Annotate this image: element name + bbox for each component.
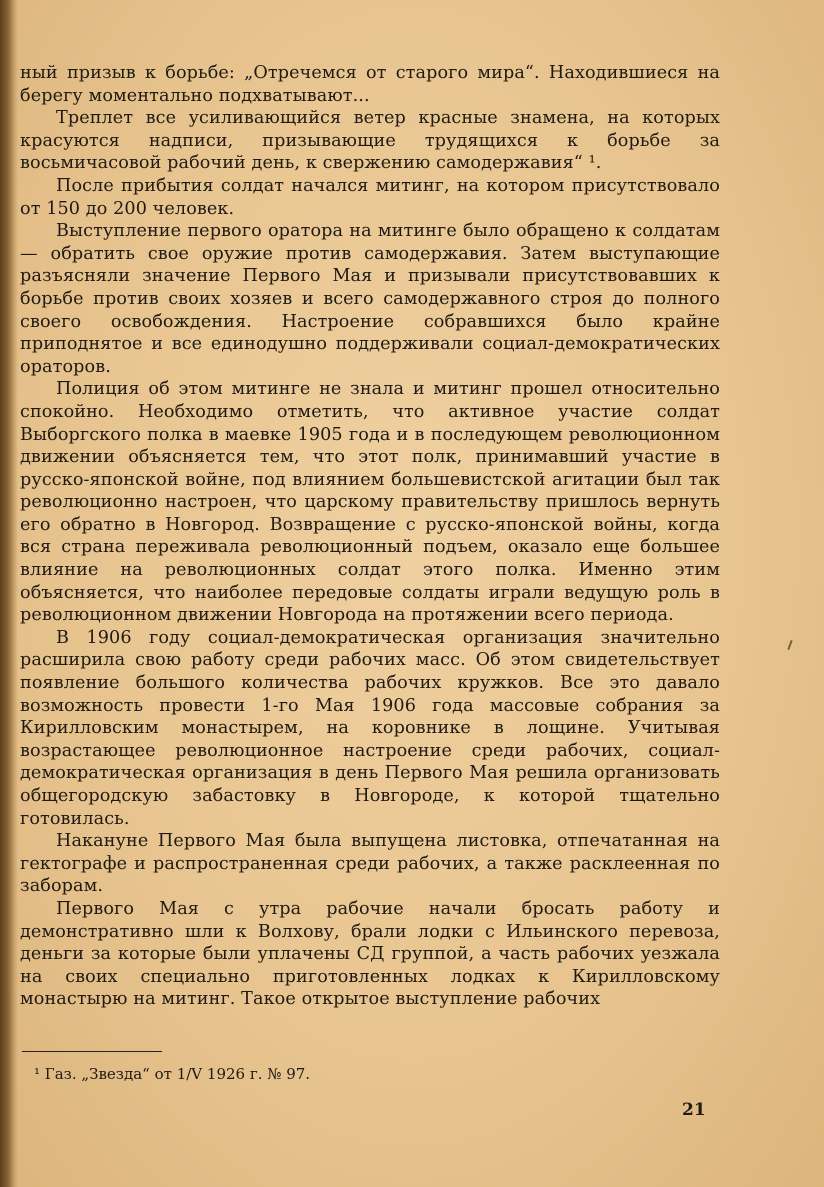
footnote-divider: [22, 1051, 162, 1052]
paragraph-7: Накануне Первого Мая была выпущена листовка, отпечатанная на гектографе и распространенная среди рабочих, а также расклеенная по заборам.: [20, 831, 720, 897]
page-number: 21: [682, 1100, 706, 1120]
paragraph-5: Полиция об этом митинге не знала и митинг прошел относительно спокойно. Необходимо отметить, что активное участие солдат Выборгского полка в маевке 1905 года и в последующем революционном движении объясняется тем, что этот полк, принимавший участие в русско-японской войне, под влиянием большевистской агитации был так революционно настроен, что царскому правительству пришлось вернуть его обратно в Новгород. Возвращение с русско-японской войны, когда вся страна переживала революционный подъем, оказало еще большее влияние на революционных солдат этого полка. Именно этим объясняется, что наиболее передовые солдаты играли ведущую роль в революционном движении Новгорода на протяжении всего периода.: [20, 379, 720, 626]
paragraph-3: После прибытия солдат начался митинг, на котором присутствовало от 150 до 200 человек.: [20, 175, 720, 219]
paper-speck: [787, 640, 792, 650]
paragraph-4: Выступление первого оратора на митинге было обращено к солдатам — обратить свое оружие против самодержавия. Затем выступающие разъясняли значение Первого Мая и призывали присутствовавших к борьбе против своих хозяев и всего самодержавного строя до полного своего освобождения. Настроение собравшихся было крайне приподнятое и все единодушно поддерживали социал-демократических ораторов.: [20, 221, 720, 377]
paragraph-2: Треплет все усиливающийся ветер красные знамена, на которых красуются надписи, призывающие трудящихся к борьбе за восьмичасовой рабочий день, к свержению самодержавия“ ¹.: [20, 108, 720, 174]
footnote: ¹ Газ. „Звезда“ от 1/V 1926 г. № 97.: [34, 1065, 311, 1083]
main-text: [20, 62, 720, 1011]
page-binding-shadow: [0, 0, 18, 1187]
paragraph-6: В 1906 году социал-демократическая организация значительно расширила свою работу среди рабочих масс. Об этом свидетельствует появление большого количества рабочих кружков. Все это давало возможность провести 1-го Мая 1906 года массовые собрания за Кирилловским монастырем, на коровнике в лощине. Учитывая возрастающее революционное настроение среди рабочих, социал-демократическая организация в день Первого Мая решила организовать общегородскую забастовку в Новгороде, к которой тщательно готовилась.: [20, 627, 720, 829]
paragraph-8: Первого Мая с утра рабочие начали бросать работу и демонстративно шли к Волхову, брали лодки с Ильинского перевоза, деньги за которые были уплачены СД группой, а часть рабочих уезжала на своих специально приготовленных лодках к Кирилловскому монастырю на митинг. Такое открытое выступление рабочих: [20, 898, 720, 1010]
paragraph-1: ный призыв к борьбе: „Отречемся от старого мира“. Находившиеся на берегу моментально подхватывают...: [20, 63, 720, 106]
